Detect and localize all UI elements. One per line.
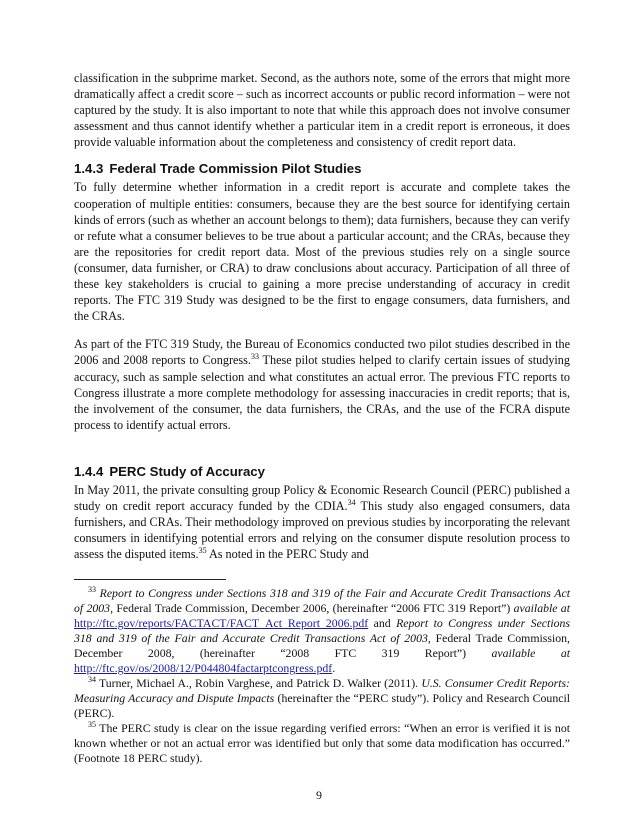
section-heading-1-4-3: [74, 160, 570, 177]
footnote-text: The PERC study is clear on the issue regarding verified errors: “When an error is verified it is not known whether or not an actual error was identified but only that some data modification has occurred.” (Footnote 18 PERC study).: [74, 721, 570, 766]
footnote-text: and: [368, 616, 397, 631]
document-page: [74, 70, 570, 766]
footnote-italic: available at: [491, 646, 570, 661]
footnote-text: , Federal Trade Commission, December 2008, (hereinafter “2008 FTC 319 Report”): [74, 631, 570, 661]
section-number: 1.4.3: [74, 161, 104, 177]
footnote-mark: 35: [88, 720, 96, 730]
section-number: 1.4.4: [74, 463, 104, 479]
paragraph-text: As noted in the PERC Study and: [206, 547, 369, 562]
footnote-reference-34[interactable]: 34: [347, 497, 356, 507]
ftc-pilot-paragraph-2: [74, 336, 570, 433]
footnote-35: [74, 721, 570, 766]
report-2006-link[interactable]: http://ftc.gov/reports/FACTACT/FACT_Act_Report_2006.pdf: [74, 616, 369, 631]
footnote-34: [74, 676, 570, 721]
intro-paragraph: classification in the subprime market. Second, as the authors note, some of the errors that might more dramatically affect a credit score – such as incorrect accounts or public record information – were not captured by the study. It is also important to note that while this approach does not involve consumer assessment and thus cannot identify whether a particular item in a credit report is erroneous, it does provide valuable information about the completeness and consistency of credit report data.: [74, 71, 570, 150]
paragraph-text: As part of the FTC 319 Study, the Bureau of Economics conducted two pilot studies described in the 2006 and 2008 reports to Congress.: [74, 337, 570, 368]
footnote-mark: 33: [88, 585, 96, 595]
paragraph-text: This study also engaged consumers, data furnishers, and CRAs. Their methodology improved on previous studies by incorporating the relevant consumers in identifying potential errors and relying on the consumer dispute resolution process to assess the disputed items.: [74, 498, 571, 562]
footnote-italic: U.S. Consumer Credit Reports: Measuring Accuracy and Dispute Impacts: [74, 676, 570, 706]
section-title: Federal Trade Commission Pilot Studies: [109, 161, 362, 177]
paragraph-text: In May 2011, the private consulting group Policy & Economic Research Council (PERC) published a study on credit report accuracy funded by the CDIA.: [74, 482, 570, 513]
footnote-separator: [74, 579, 226, 580]
footnote-italic: available at: [513, 601, 570, 616]
section-heading-1-4-4: [74, 463, 570, 480]
footnote-text: .: [332, 661, 336, 676]
page-number: 9: [316, 788, 322, 802]
report-2008-link[interactable]: http://ftc.gov/os/2008/12/P044804factarptcongress.pdf: [74, 661, 333, 676]
perc-paragraph: [74, 482, 570, 562]
footnote-33: [74, 586, 570, 676]
footnote-reference-33[interactable]: 33: [250, 352, 259, 362]
footnote-text: , Federal Trade Commission, December 2006, (hereinafter “2006 FTC 319 Report”): [110, 601, 514, 616]
footnote-text: Turner, Michael A., Robin Varghese, and Patrick D. Walker (2011).: [96, 676, 422, 691]
footnote-italic: Report to Congress under Sections 318 and 319 of the Fair and Accurate Credit Transactions Act of 2003: [74, 586, 570, 616]
footnote-text: (hereinafter the “PERC study”). Policy and Research Council (PERC).: [74, 691, 571, 721]
footnote-italic: Report to Congress under Sections 318 and 319 of the Fair and Accurate Credit Transactions Act of 2003: [74, 616, 570, 646]
footnote-reference-35[interactable]: 35: [198, 546, 207, 556]
paragraph-text: These pilot studies helped to clarify certain issues of studying accuracy, such as sample selection and what constitutes an actual error. The previous FTC reports to Congress illustrate a more complete methodology for assessing inaccuracies in credit reports; that is, the involvement of the consumer, the data furnishers, the CRAs, and the use of the FCRA dispute process to identify actual errors.: [74, 353, 570, 432]
section-title: PERC Study of Accuracy: [109, 463, 265, 479]
ftc-pilot-paragraph-1: To fully determine whether information in a credit report is accurate and complete takes the cooperation of multiple entities: consumers, because they are the best source for identifying certain kinds of errors (such as whether an account belongs to them); data furnishers, because they can verify or refute what a consumer believes to be true about a particular account; and the CRAs, because they are the repositories for credit report data. Most of the previous studies rely on a single source (consumer, data furnisher, or CRA) to draw conclusions about accuracy. Participation of all three of these key stakeholders is crucial to gaining a more precise understanding of accuracy in credit reports. The FTC 319 Study was designed to be the first to engage consumers, data furnishers, and the CRAs.: [74, 180, 570, 324]
footnote-mark: 34: [88, 675, 96, 685]
